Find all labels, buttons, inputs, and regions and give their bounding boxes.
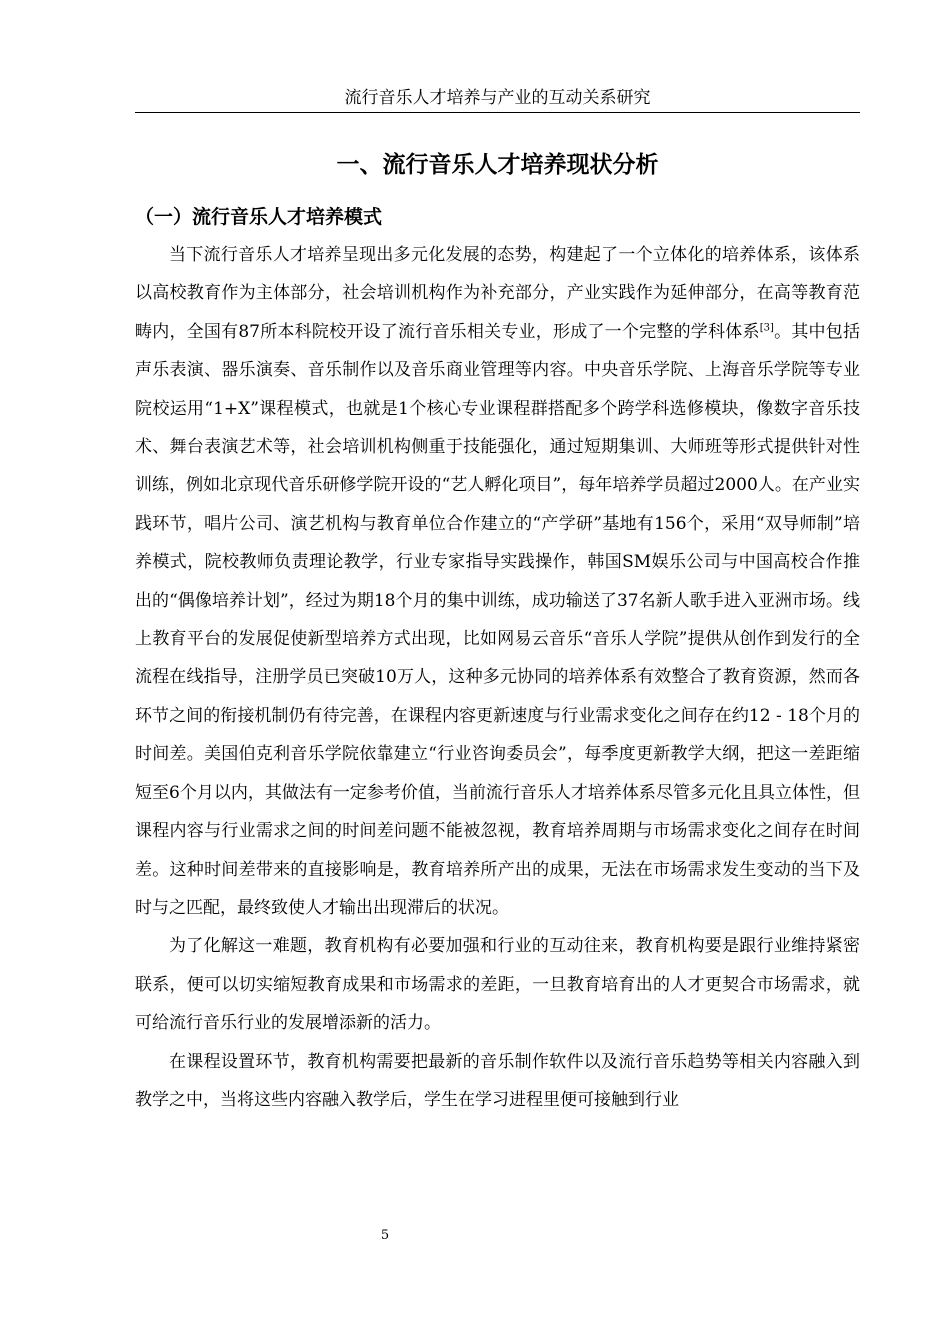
paragraph-1: [135, 236, 860, 927]
paragraph-1-part-2: 。其中包括声乐表演、器乐演奏、音乐制作以及音乐商业管理等内容。中央音乐学院、上海音乐学院等专业院校运用“1+X”课程模式，也就是1个核心专业课程群搭配多个跨学科选修模块，像数字音乐技术、舞台表演艺术等，社会培训机构侧重于技能强化，通过短期集训、大师班等形式提供针对性训练，例如北京现代音乐研修学院开设的“艺人孵化项目”，每年培养学员超过2000人。在产业实践环节，唱片公司、演艺机构与教育单位合作建立的“产学研”基地有156个，采用“双导师制”培养模式，院校教师负责理论教学，行业专家指导实践操作，韩国SM娱乐公司与中国高校合作推出的“偶像培养计划”，经过为期18个月的集中训练，成功输送了37名新人歌手进入亚洲市场。线上教育平台的发展促使新型培养方式出现，比如网易云音乐“音乐人学院”提供从创作到发行的全流程在线指导，注册学员已突破10万人，这种多元协同的培养体系有效整合了教育资源，然而各环节之间的衔接机制仍有待完善，在课程内容更新速度与行业需求变化之间存在约12 - 18个月的时间差。美国伯克利音乐学院依靠建立“行业咨询委员会”，每季度更新教学大纲，把这一差距缩短至6个月以内，其做法有一定参考价值，当前流行音乐人才培养体系尽管多元化且具立体性，但课程内容与行业需求之间的时间差问题不能被忽视，教育培养周期与市场需求变化之间存在时间差。这种时间差带来的直接影响是，教育培养所产出的成果，无法在市场需求发生变动的当下及时与之匹配，最终致使人才输出出现滞后的状况。: [135, 321, 860, 918]
paragraph-3: 在课程设置环节，教育机构需要把最新的音乐制作软件以及流行音乐趋势等相关内容融入到教学之中，当将这些内容融入教学后，学生在学习进程里便可接触到行业: [135, 1051, 860, 1110]
body-text: [135, 236, 860, 1119]
header-title: 流行音乐人才培养与产业的互动关系研究: [344, 88, 651, 108]
paragraph-2: 为了化解这一难题，教育机构有必要加强和行业的互动往来，教育机构要是跟行业维持紧密联系，便可以切实缩短教育成果和市场需求的差距，一旦教育培育出的人才更契合市场需求，就可给流行音乐行业的发展增添新的活力。: [135, 936, 860, 1034]
citation-ref: [3]: [759, 322, 774, 334]
chapter-title: 一、流行音乐人才培养现状分析: [336, 152, 659, 178]
section-title: （一）流行音乐人才培养模式: [135, 206, 383, 228]
page-header: [135, 84, 860, 113]
paragraph-1-part-1: 当下流行音乐人才培养呈现出多元化发展的态势，构建起了一个立体化的培养体系，该体系以高校教育作为主体部分，社会培训机构作为补充部分，产业实践作为延伸部分，在高等教育范畴内，全国有87所本科院校开设了流行音乐相关专业，形成了一个完整的学科体系: [135, 245, 860, 342]
page-number: 5: [380, 1228, 390, 1243]
